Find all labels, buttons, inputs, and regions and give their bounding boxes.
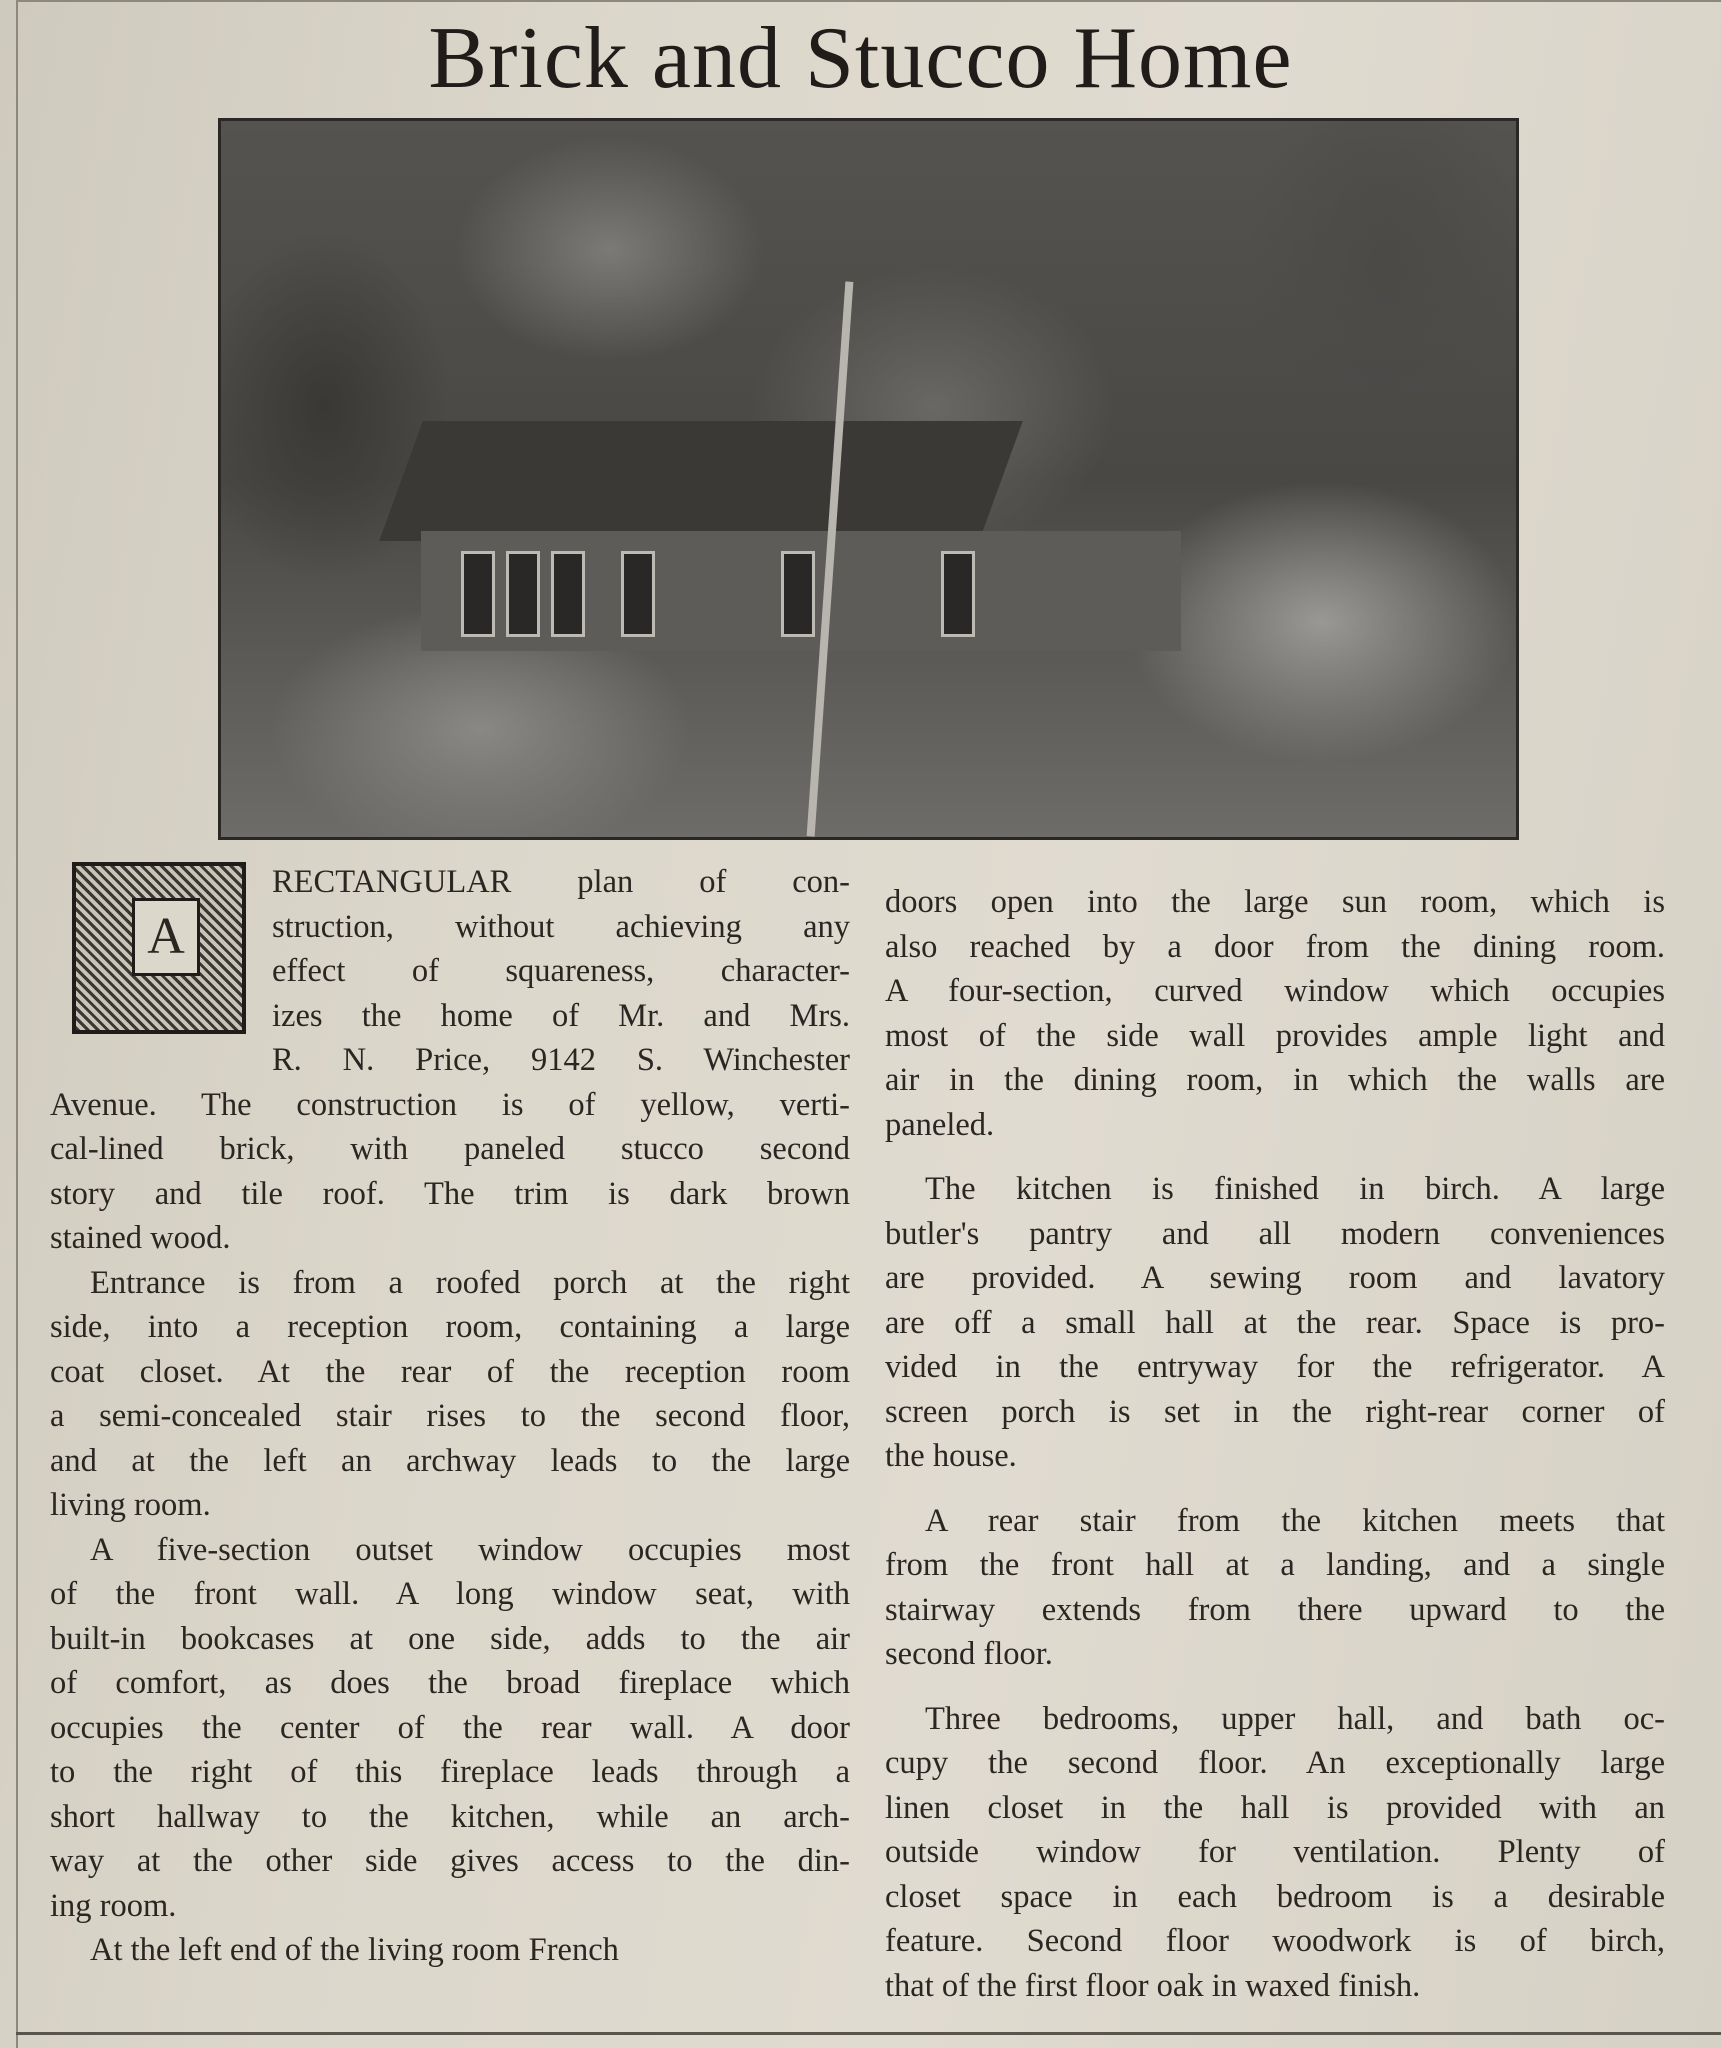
bottom-rule <box>16 2032 1721 2035</box>
text-line: and at the left an archway leads to the large <box>50 1442 850 1479</box>
photo-window <box>461 551 495 637</box>
text-line: A rear stair from the kitchen meets that <box>925 1502 1665 1539</box>
text-line: the house. <box>885 1438 1017 1474</box>
text-line: that of the first floor oak in waxed finish. <box>885 1967 1421 2004</box>
text-line: butler's pantry and all modern conveniences <box>885 1215 1665 1252</box>
paragraph-gap <box>885 1479 1665 1499</box>
text-line: A five-section outset window occupies most <box>90 1531 850 1568</box>
text-line: Entrance is from a roofed porch at the right <box>90 1264 850 1301</box>
paragraph-gap <box>885 1677 1665 1697</box>
text-line: also reached by a door from the dining room. <box>885 928 1665 965</box>
text-line: feature. Second floor woodwork is of birch, <box>885 1923 1665 1959</box>
top-rule <box>16 0 1721 2</box>
text-line: way at the other side gives access to the din- <box>50 1843 850 1879</box>
text-line: Avenue. The construction is of yellow, verti- <box>50 1086 850 1123</box>
text-line: At the left end of the living room French <box>90 1932 619 1968</box>
text-line: The kitchen is finished in birch. A large <box>925 1171 1665 1207</box>
house-photo <box>218 118 1519 840</box>
text-line: side, into a reception room, containing a large <box>50 1309 850 1345</box>
text-line: to the right of this fireplace leads through a <box>50 1754 850 1790</box>
text-line: effect of squareness, character- <box>272 953 850 989</box>
text-line: of comfort, as does the broad fireplace which <box>50 1665 850 1701</box>
text-line: Three bedrooms, upper hall, and bath oc- <box>925 1700 1665 1737</box>
photo-roof <box>379 421 1023 541</box>
text-line: linen closet in the hall is provided with an <box>885 1789 1665 1826</box>
text-line: are provided. A sewing room and lavatory <box>885 1260 1665 1296</box>
text-line: stained wood. <box>50 1220 231 1256</box>
text-line: a semi-concealed stair rises to the second floor, <box>50 1398 850 1434</box>
paragraph-gap <box>885 1147 1665 1167</box>
article-title: Brick and Stucco Home <box>428 10 1293 107</box>
photo-window <box>941 551 975 637</box>
text-line: struction, without achieving any <box>272 908 850 945</box>
right-text-column <box>885 880 1665 2008</box>
text-line: R. N. Price, 9142 S. Winchester <box>272 1042 850 1078</box>
text-line: story and tile roof. The trim is dark brown <box>50 1175 850 1212</box>
text-line: second floor. <box>885 1636 1053 1672</box>
text-line: stairway extends from there upward to the <box>885 1591 1665 1628</box>
left-column-rule <box>16 0 18 2048</box>
text-line: RECTANGULAR plan of con- <box>272 864 850 900</box>
text-line: coat closet. At the rear of the reception room <box>50 1353 850 1390</box>
photo-window <box>781 551 815 637</box>
drop-cap-letter: A <box>132 898 200 976</box>
text-line: most of the side wall provides ample light and <box>885 1017 1665 1054</box>
text-line: from the front hall at a landing, and a single <box>885 1547 1665 1583</box>
left-text-column <box>50 860 850 1973</box>
text-line: ing room. <box>50 1887 177 1924</box>
text-line: of the front wall. A long window seat, with <box>50 1576 850 1612</box>
text-line: are off a small hall at the rear. Space is pro- <box>885 1304 1665 1341</box>
text-line: closet space in each bedroom is a desirable <box>885 1878 1665 1915</box>
text-line: occupies the center of the rear wall. A door <box>50 1709 850 1746</box>
text-line: air in the dining room, in which the walls are <box>885 1062 1665 1098</box>
text-line: short hallway to the kitchen, while an arch- <box>50 1798 850 1835</box>
text-line: doors open into the large sun room, which is <box>885 884 1665 920</box>
text-line: A four-section, curved window which occupies <box>885 973 1665 1009</box>
text-line: cal-lined brick, with paneled stucco second <box>50 1131 850 1167</box>
text-line: vided in the entryway for the refrigerator. A <box>885 1349 1665 1385</box>
text-line: paneled. <box>885 1106 995 1143</box>
text-line: built-in bookcases at one side, adds to the air <box>50 1620 850 1657</box>
photo-window <box>506 551 540 637</box>
text-line: izes the home of Mr. and Mrs. <box>272 997 850 1034</box>
text-line: cupy the second floor. An exceptionally large <box>885 1745 1665 1781</box>
photo-window <box>551 551 585 637</box>
text-line: outside window for ventilation. Plenty of <box>885 1834 1665 1870</box>
photo-window <box>621 551 655 637</box>
text-line: screen porch is set in the right-rear corner of <box>885 1393 1665 1430</box>
text-line: living room. <box>50 1487 211 1523</box>
